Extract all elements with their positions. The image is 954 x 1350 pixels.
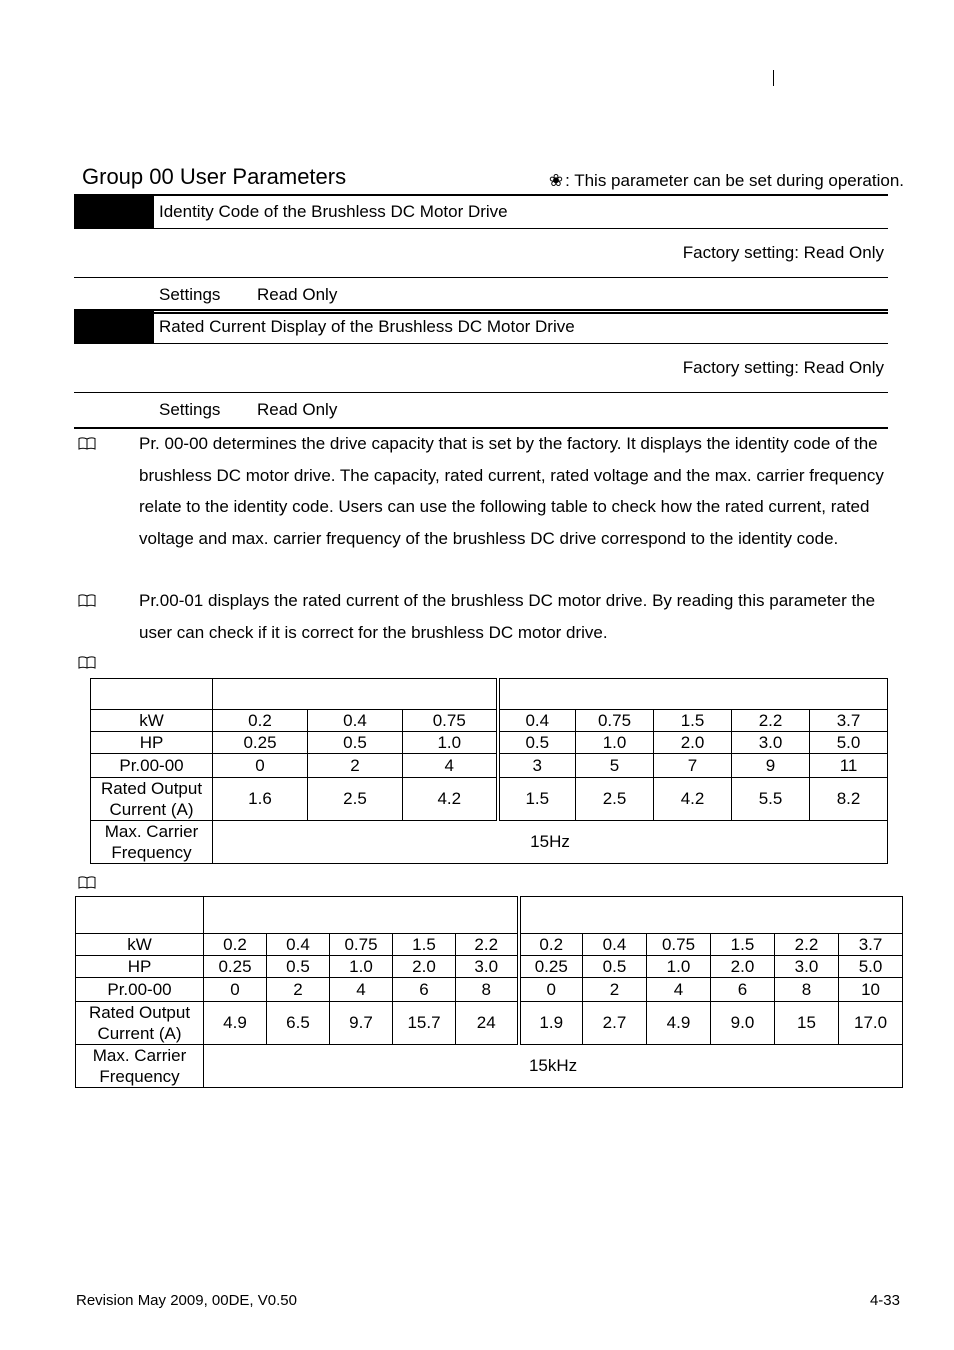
table-cell: 5.0 (810, 732, 888, 754)
factory-setting: Factory setting: Read Only (682, 358, 884, 377)
table-cell: 1.5 (654, 710, 732, 732)
table-cell: 4.9 (204, 1002, 267, 1045)
table-cell: 9.7 (330, 1002, 393, 1045)
table-row (91, 821, 888, 864)
table-row (91, 754, 888, 778)
table-cell: 3 (498, 754, 576, 778)
operation-note (549, 171, 904, 191)
param-block-identity-code (74, 194, 888, 314)
note-paragraph: Pr. 00-00 determines the drive capacity that is set by the factory. It displays the identity code of the brushless DC motor drive. The capacity, rated current, rated voltage and the max. carrier frequency relate to the identity code. Users can use the following table to check how the rated current, rated voltage and max. carrier frequency of the brushless DC drive correspond to the identity code. (139, 434, 884, 548)
table-cell: 1.0 (403, 732, 498, 754)
table-cell: 1.6 (213, 778, 308, 821)
table-cell: 10 (839, 978, 903, 1002)
table-cell: 2.0 (393, 956, 456, 978)
param-code-box (74, 311, 154, 343)
table-header-row (76, 897, 903, 934)
table-cell: 3.0 (732, 732, 810, 754)
param-title-row (74, 309, 888, 344)
table-cell: 1.5 (711, 934, 775, 956)
table-cell: 4 (647, 978, 711, 1002)
table-cell: 15.7 (393, 1002, 456, 1045)
table-cell: 4.9 (647, 1002, 711, 1045)
table-cell: 7 (654, 754, 732, 778)
table-cell: 0.5 (267, 956, 330, 978)
header-divider (773, 70, 774, 86)
row-label: kW (76, 934, 204, 956)
table-cell: 0 (213, 754, 308, 778)
row-label: kW (91, 710, 213, 732)
table-cell: 2.2 (732, 710, 810, 732)
table-cell: 3.0 (775, 956, 839, 978)
table-cell: 3.7 (839, 934, 903, 956)
table-cell: 3.0 (456, 956, 519, 978)
table-cell: 4 (330, 978, 393, 1002)
table-cell: 17.0 (839, 1002, 903, 1045)
footer-revision: Revision May 2009, 00DE, V0.50 (76, 1292, 297, 1309)
param-title: Rated Current Display of the Brushless DC Motor Drive (159, 317, 575, 336)
book-icon (78, 594, 96, 607)
settings-value: Read Only (257, 285, 338, 304)
spec-table-2 (75, 896, 903, 1088)
table-cell: 1.0 (647, 956, 711, 978)
table-cell: 0.25 (519, 956, 583, 978)
table-row (76, 934, 903, 956)
table-header-row (91, 679, 888, 710)
table-cell: 3.7 (810, 710, 888, 732)
param-block-rated-current (74, 309, 888, 429)
header-cell (204, 897, 519, 934)
spec-table-1 (90, 678, 888, 864)
table-row (91, 732, 888, 754)
table-cell: 6 (711, 978, 775, 1002)
book-icon (78, 876, 96, 889)
table-cell: 0.75 (647, 934, 711, 956)
header-cell (519, 897, 903, 934)
table-row (91, 710, 888, 732)
table-cell: 2.2 (456, 934, 519, 956)
table-cell: 0.5 (583, 956, 647, 978)
operation-note-text: : This parameter can be set during operation. (565, 171, 904, 190)
settings-row (74, 393, 888, 429)
table-cell: 4 (403, 754, 498, 778)
table-cell: 1.5 (498, 778, 576, 821)
row-label: HP (76, 956, 204, 978)
table-cell: 6 (393, 978, 456, 1002)
settings-label: Settings (159, 285, 221, 304)
table-cell: 0.2 (519, 934, 583, 956)
table-cell: 0.2 (213, 710, 308, 732)
factory-row (74, 344, 888, 393)
book-icon (78, 656, 96, 669)
table-cell: 0 (204, 978, 267, 1002)
table-cell: 0.5 (498, 732, 576, 754)
table-cell: 2 (583, 978, 647, 1002)
row-label: Pr.00-00 (76, 978, 204, 1002)
table-cell: 8.2 (810, 778, 888, 821)
row-label: Max. Carrier Frequency (91, 821, 213, 864)
table-cell: 0.75 (403, 710, 498, 732)
table-cell: 15 (775, 1002, 839, 1045)
table-cell: 15Hz (213, 821, 888, 864)
table-cell: 2 (308, 754, 403, 778)
table-row (76, 1002, 903, 1045)
table-row (76, 956, 903, 978)
table-cell: 0.5 (308, 732, 403, 754)
table-cell: 1.9 (519, 1002, 583, 1045)
settings-label: Settings (159, 400, 221, 419)
table-cell: 5.5 (732, 778, 810, 821)
table-cell: 5 (576, 754, 654, 778)
table-cell: 24 (456, 1002, 519, 1045)
page-title: Group 00 User Parameters (82, 164, 347, 189)
table-cell: 0.4 (583, 934, 647, 956)
row-label: Rated Output Current (A) (76, 1002, 204, 1045)
table-cell: 2.5 (308, 778, 403, 821)
row-label: HP (91, 732, 213, 754)
table-cell: 8 (456, 978, 519, 1002)
table-cell: 0.4 (498, 710, 576, 732)
header-cell (213, 679, 498, 710)
table-cell: 9 (732, 754, 810, 778)
book-icon (78, 437, 96, 450)
table-cell: 0.2 (204, 934, 267, 956)
table-cell: 1.0 (330, 956, 393, 978)
table-cell: 0.75 (330, 934, 393, 956)
factory-setting: Factory setting: Read Only (682, 243, 884, 262)
header-cell (498, 679, 888, 710)
table-cell: 4.2 (403, 778, 498, 821)
table-cell: 9.0 (711, 1002, 775, 1045)
table-cell: 0.4 (308, 710, 403, 732)
table-cell: 0.4 (267, 934, 330, 956)
row-label: Pr.00-00 (91, 754, 213, 778)
note-paragraph: Pr.00-01 displays the rated current of the brushless DC motor drive. By reading this parameter the user can check if it is correct for the brushless DC motor drive. (139, 591, 876, 642)
header-cell (91, 679, 213, 710)
table-cell: 4.2 (654, 778, 732, 821)
table-cell: 15kHz (204, 1045, 903, 1088)
table-cell: 2.7 (583, 1002, 647, 1045)
table-cell: 1.5 (393, 934, 456, 956)
settings-value: Read Only (257, 400, 338, 419)
table-cell: 11 (810, 754, 888, 778)
table-cell: 2.5 (576, 778, 654, 821)
table-row (91, 778, 888, 821)
table-cell: 2.0 (711, 956, 775, 978)
param-code-box (74, 196, 154, 228)
table-cell: 2.0 (654, 732, 732, 754)
table-cell: 1.0 (576, 732, 654, 754)
header-cell (76, 897, 204, 934)
pen-icon: ❀ (548, 171, 564, 190)
table-cell: 0.25 (204, 956, 267, 978)
table-cell: 0.75 (576, 710, 654, 732)
footer-page-number: 4-33 (869, 1292, 900, 1309)
row-label: Rated Output Current (A) (91, 778, 213, 821)
table-cell: 0.25 (213, 732, 308, 754)
factory-row (74, 229, 888, 278)
table-cell: 6.5 (267, 1002, 330, 1045)
table-row (76, 1045, 903, 1088)
table-cell: 2 (267, 978, 330, 1002)
table-cell: 8 (775, 978, 839, 1002)
table-cell: 0 (519, 978, 583, 1002)
param-title-row (74, 194, 888, 229)
table-cell: 2.2 (775, 934, 839, 956)
table-row (76, 978, 903, 1002)
table-cell: 5.0 (839, 956, 903, 978)
param-title: Identity Code of the Brushless DC Motor Drive (159, 202, 508, 221)
row-label: Max. Carrier Frequency (76, 1045, 204, 1088)
